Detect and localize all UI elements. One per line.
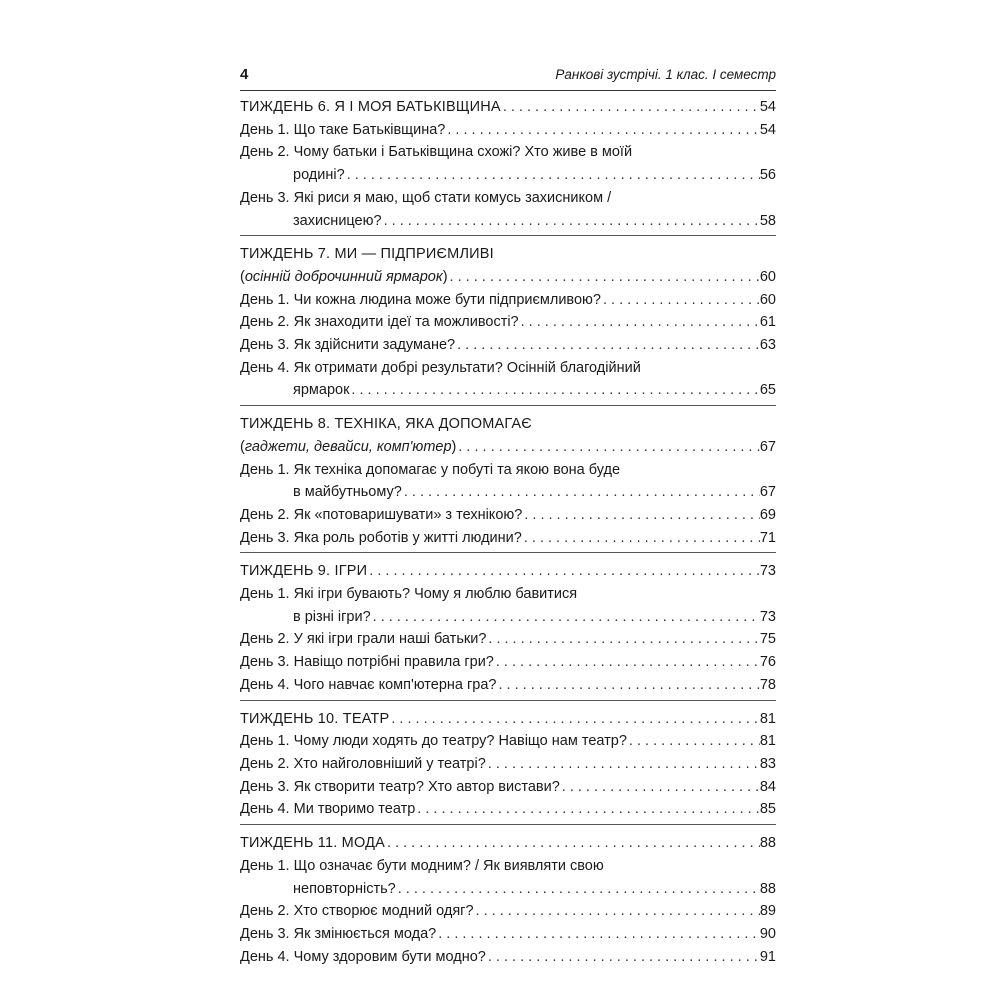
leader-dots xyxy=(519,311,760,334)
day-topic-cont: ярмарок xyxy=(293,382,350,399)
page-ref: 71 xyxy=(759,529,776,546)
week-section xyxy=(240,708,776,826)
day-entry-line2 xyxy=(240,210,776,233)
day-entry xyxy=(240,900,776,923)
week-title: ТИЖДЕНЬ 8. ТЕХНІКА, ЯКА ДОПОМАГАЄ xyxy=(240,416,532,433)
page-number: 4 xyxy=(240,66,249,83)
leader-dots xyxy=(456,436,759,459)
day-topic-cont: неповторність? xyxy=(293,880,396,897)
header-rule xyxy=(240,90,776,91)
week-title-line xyxy=(240,243,776,266)
day-topic: Які ігри бувають? Чому я люблю бавитися xyxy=(293,586,578,603)
leader-dots xyxy=(367,560,760,583)
week-subtitle-line xyxy=(240,266,776,289)
table-of-contents xyxy=(240,96,776,978)
day-entry xyxy=(240,504,776,527)
day-topic: Як техніка допомагає у побуті та якою вона буде xyxy=(293,461,621,478)
day-entry-line1 xyxy=(240,855,776,878)
leader-dots xyxy=(494,651,760,674)
leader-dots xyxy=(601,289,760,312)
day-label: День 1. xyxy=(240,291,290,308)
week-section xyxy=(240,243,776,406)
page-ref: 73 xyxy=(759,563,776,580)
day-topic: Які риси я маю, щоб стати комусь захисником / xyxy=(293,189,612,206)
entry-text xyxy=(240,289,601,312)
day-label: День 3. xyxy=(240,925,290,942)
page-ref: 67 xyxy=(759,438,776,455)
leader-dots xyxy=(349,379,759,402)
day-entry-line1 xyxy=(240,583,776,606)
week-section xyxy=(240,96,776,236)
week-subtitle-line xyxy=(240,436,776,459)
day-entry-line1 xyxy=(240,357,776,380)
page-ref: 81 xyxy=(759,710,776,727)
day-entry xyxy=(240,527,776,550)
day-label: День 3. xyxy=(240,337,290,354)
week-title: ТИЖДЕНЬ 11. МОДА xyxy=(240,835,386,852)
day-topic: Що таке Батьківщина? xyxy=(293,121,446,138)
leader-dots xyxy=(496,674,759,697)
leader-dots xyxy=(436,923,760,946)
leader-dots xyxy=(486,946,760,969)
day-entry xyxy=(240,651,776,674)
day-label: День 2. xyxy=(240,144,290,161)
leader-dots xyxy=(396,878,760,901)
entry-text xyxy=(240,119,445,142)
page-ref: 60 xyxy=(759,268,776,285)
day-topic: Хто створює модний одяг? xyxy=(293,903,474,920)
leader-dots xyxy=(345,164,760,187)
day-label: День 2. xyxy=(240,755,290,772)
day-label: День 4. xyxy=(240,676,290,693)
leader-dots xyxy=(389,708,760,731)
entry-text xyxy=(240,946,486,969)
entry-text: (гаджети, девайси, комп'ютер) xyxy=(240,438,457,455)
page-ref: 78 xyxy=(759,676,776,693)
entry-text xyxy=(240,628,486,651)
leader-dots xyxy=(486,628,759,651)
day-topic-cont: родині? xyxy=(293,167,345,184)
page-ref: 61 xyxy=(759,314,776,331)
week-title: ТИЖДЕНЬ 7. МИ — ПІДПРИЄМЛИВІ xyxy=(240,246,494,263)
day-entry xyxy=(240,923,776,946)
day-entry-line2 xyxy=(240,379,776,402)
day-label: День 1. xyxy=(240,586,290,603)
day-topic: Хто найголовніший у театрі? xyxy=(293,755,486,772)
page-ref: 75 xyxy=(759,631,776,648)
entry-text xyxy=(240,798,415,821)
week-subtitle: осінній доброчинний ярмарок xyxy=(244,268,443,285)
page-ref: 76 xyxy=(759,654,776,671)
day-entry xyxy=(240,674,776,697)
week-title-line xyxy=(240,413,776,436)
day-topic: Як знаходити ідеї та можливості? xyxy=(293,314,519,331)
day-topic: Як отримати добрі результати? Осінній благодійний xyxy=(293,359,641,376)
leader-dots xyxy=(627,730,760,753)
entry-text xyxy=(240,504,522,527)
day-label: День 2. xyxy=(240,903,290,920)
page-ref: 91 xyxy=(759,948,776,965)
day-label: День 3. xyxy=(240,189,290,206)
day-label: День 3. xyxy=(240,529,290,546)
day-entry xyxy=(240,798,776,821)
entry-text xyxy=(293,379,349,402)
day-label: День 1. xyxy=(240,461,290,478)
leader-dots xyxy=(415,798,760,821)
day-label: День 4. xyxy=(240,359,290,376)
week-title: ТИЖДЕНЬ 6. Я І МОЯ БАТЬКІВЩИНА xyxy=(240,99,501,115)
page-ref: 54 xyxy=(759,121,776,138)
entry-text xyxy=(293,878,396,901)
day-label: День 4. xyxy=(240,948,290,965)
day-topic-cont: в різні ігри? xyxy=(293,608,371,625)
entry-text xyxy=(293,481,402,504)
day-entry xyxy=(240,946,776,969)
day-topic: Як створити театр? Хто автор вистави? xyxy=(293,778,560,795)
page-ref: 67 xyxy=(759,484,776,501)
leader-dots xyxy=(385,832,760,855)
entry-text xyxy=(240,832,385,855)
day-topic: Чи кожна людина може бути підприємливою? xyxy=(293,291,601,308)
day-topic: Чому батьки і Батьківщина схожі? Хто живе в моїй xyxy=(293,144,633,161)
day-entry xyxy=(240,334,776,357)
page-header xyxy=(240,66,776,90)
entry-text xyxy=(240,923,436,946)
page-ref: 81 xyxy=(759,733,776,750)
week-section xyxy=(240,560,776,700)
page-ref: 54 xyxy=(759,99,776,115)
day-entry-line1 xyxy=(240,141,776,164)
day-topic: Чому здоровим бути модно? xyxy=(293,948,486,965)
day-entry-line1 xyxy=(240,187,776,210)
week-section xyxy=(240,413,776,553)
entry-text xyxy=(240,96,501,119)
day-label: День 3. xyxy=(240,778,290,795)
entry-text xyxy=(240,900,474,923)
day-entry xyxy=(240,730,776,753)
day-topic: Чому люди ходять до театру? Навіщо нам театр? xyxy=(293,733,627,750)
leader-dots xyxy=(560,776,760,799)
day-entry-line2 xyxy=(240,878,776,901)
page-ref: 83 xyxy=(759,755,776,772)
leader-dots xyxy=(486,753,760,776)
page-ref: 69 xyxy=(759,506,776,523)
day-entry-line2 xyxy=(240,481,776,504)
week-title-line xyxy=(240,708,776,731)
day-label: День 1. xyxy=(240,733,290,750)
day-entry-line1 xyxy=(240,459,776,482)
entry-text: (осінній доброчинний ярмарок) xyxy=(240,268,448,285)
day-entry-line2 xyxy=(240,606,776,629)
week-title-line xyxy=(240,560,776,583)
entry-text xyxy=(293,164,345,187)
day-topic: Як «потоваришувати» з технікою? xyxy=(293,506,523,523)
page-ref: 58 xyxy=(759,212,776,229)
page-ref: 63 xyxy=(759,337,776,354)
leader-dots xyxy=(402,481,760,504)
leader-dots xyxy=(474,900,760,923)
day-topic: Як змінюється мода? xyxy=(293,925,437,942)
day-label: День 4. xyxy=(240,801,290,818)
day-entry-line2 xyxy=(240,164,776,187)
page-ref: 89 xyxy=(759,903,776,920)
day-label: День 1. xyxy=(240,121,290,138)
entry-text xyxy=(240,651,494,674)
day-topic: Навіщо потрібні правила гри? xyxy=(293,654,494,671)
page-ref: 60 xyxy=(759,291,776,308)
leader-dots xyxy=(522,527,760,550)
day-topic-cont: захисницею? xyxy=(293,212,382,229)
entry-text xyxy=(293,606,371,629)
day-topic: Ми творимо театр xyxy=(293,801,416,818)
leader-dots xyxy=(501,96,760,119)
day-topic: Яка роль роботів у житті людини? xyxy=(293,529,522,546)
book-page xyxy=(240,66,776,965)
day-topic: Як здійснити задумане? xyxy=(293,337,456,354)
page-ref: 85 xyxy=(759,801,776,818)
page-ref: 65 xyxy=(759,382,776,399)
week-title-line xyxy=(240,96,776,119)
page-ref: 84 xyxy=(759,778,776,795)
day-topic: Чого навчає комп'ютерна гра? xyxy=(293,676,497,693)
running-title: Ранкові зустрічі. 1 клас. І семестр xyxy=(555,67,776,82)
leader-dots xyxy=(448,266,760,289)
week-title-line xyxy=(240,832,776,855)
leader-dots xyxy=(371,606,760,629)
week-subtitle: гаджети, девайси, комп'ютер xyxy=(244,438,452,455)
leader-dots xyxy=(445,119,760,142)
page-ref: 90 xyxy=(759,925,776,942)
day-label: День 3. xyxy=(240,654,290,671)
entry-text xyxy=(240,527,522,550)
day-entry xyxy=(240,628,776,651)
day-label: День 2. xyxy=(240,631,290,648)
entry-text xyxy=(240,674,496,697)
leader-dots xyxy=(522,504,760,527)
page-ref: 88 xyxy=(759,835,776,852)
entry-text xyxy=(240,311,519,334)
day-topic-cont: в майбутньому? xyxy=(293,484,402,501)
entry-text xyxy=(240,776,560,799)
entry-text xyxy=(240,334,455,357)
leader-dots xyxy=(382,210,760,233)
page-ref: 73 xyxy=(759,608,776,625)
page-ref: 88 xyxy=(759,880,776,897)
day-entry xyxy=(240,311,776,334)
day-label: День 2. xyxy=(240,506,290,523)
page-ref: 56 xyxy=(759,167,776,184)
day-label: День 2. xyxy=(240,314,290,331)
day-entry xyxy=(240,753,776,776)
entry-text xyxy=(240,560,367,583)
week-title: ТИЖДЕНЬ 9. ІГРИ xyxy=(240,563,368,580)
day-entry xyxy=(240,119,776,142)
day-topic: Що означає бути модним? / Як виявляти свою xyxy=(293,857,604,874)
entry-text xyxy=(240,753,486,776)
day-topic: У які ігри грали наші батьки? xyxy=(293,631,487,648)
week-title: ТИЖДЕНЬ 10. ТЕАТР xyxy=(240,710,390,727)
week-section xyxy=(240,832,776,971)
leader-dots xyxy=(455,334,760,357)
day-label: День 1. xyxy=(240,857,290,874)
entry-text xyxy=(240,730,627,753)
entry-text xyxy=(293,210,382,233)
entry-text xyxy=(240,708,389,731)
day-entry xyxy=(240,776,776,799)
day-entry xyxy=(240,289,776,312)
